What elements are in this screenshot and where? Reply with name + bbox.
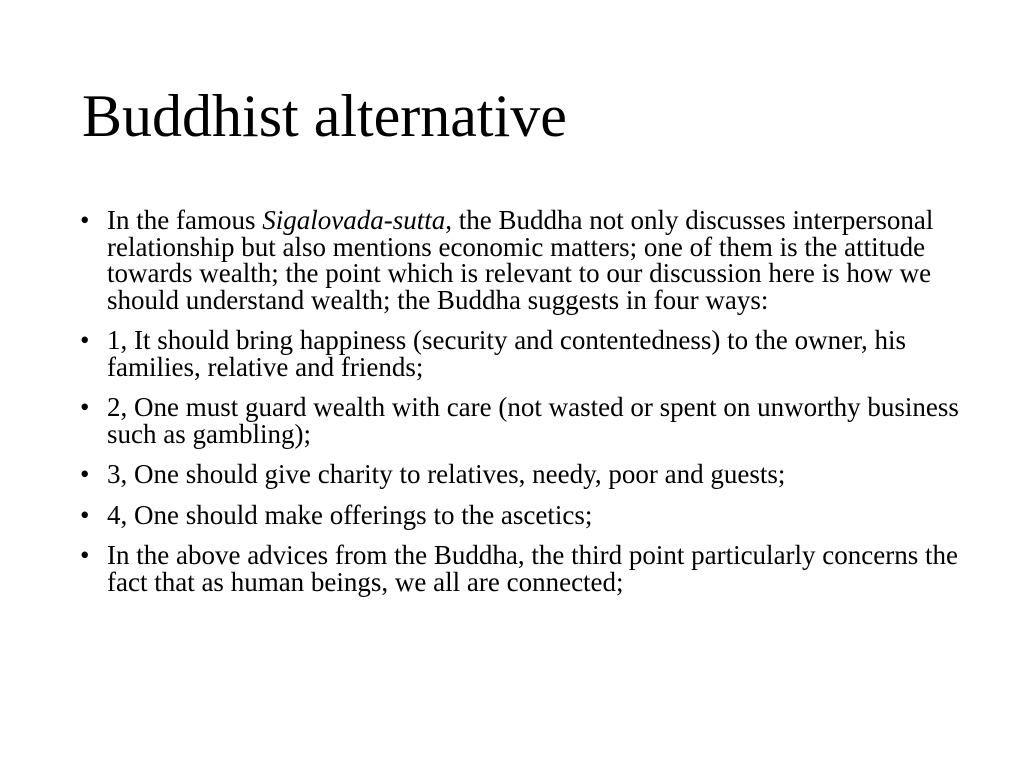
bullet-dot-icon: • (80, 325, 90, 355)
bullet-list (80, 207, 960, 609)
bullet-text: 1, It should bring happiness (security and contentedness) to the owner, his families, relative and friends; (107, 325, 907, 382)
bullet-text: In the above advices from the Buddha, the third point particularly concerns the fact that as human beings, we all are connected; (107, 540, 958, 597)
bullet-dot-icon: • (80, 205, 90, 235)
bullet-text: 4, One should make offerings to the ascetics; (107, 499, 593, 530)
slide-title: Buddhist alternative (82, 83, 567, 149)
bullet-text-post: , the Buddha not only discusses interpersonal relationship but also mentions economic matters; one of them is the attitude towards wealth; the point which is relevant to our discussion here is how we should understand wealth; the Buddha suggests in four ways: (107, 205, 934, 315)
bullet-dot-icon: • (80, 392, 90, 422)
bullet-item (80, 461, 960, 488)
bullet-dot-icon: • (80, 540, 90, 570)
bullet-item (80, 542, 960, 595)
bullet-text-pre: In the famous (107, 205, 263, 235)
bullet-dot-icon: • (80, 459, 90, 489)
bullet-text: 3, One should give charity to relatives, needy, poor and guests; (107, 459, 786, 489)
bullet-text-italic-title: Sigalovada-sutta (262, 205, 446, 235)
bullet-item (80, 394, 960, 447)
bullet-item (80, 207, 960, 313)
bullet-text (107, 205, 933, 315)
bullet-item (80, 327, 960, 380)
bullet-item (80, 499, 960, 530)
bullet-dot-icon: • (80, 499, 90, 530)
bullet-text: 2, One must guard wealth with care (not wasted or spent on unworthy business such as gambling); (107, 392, 959, 449)
